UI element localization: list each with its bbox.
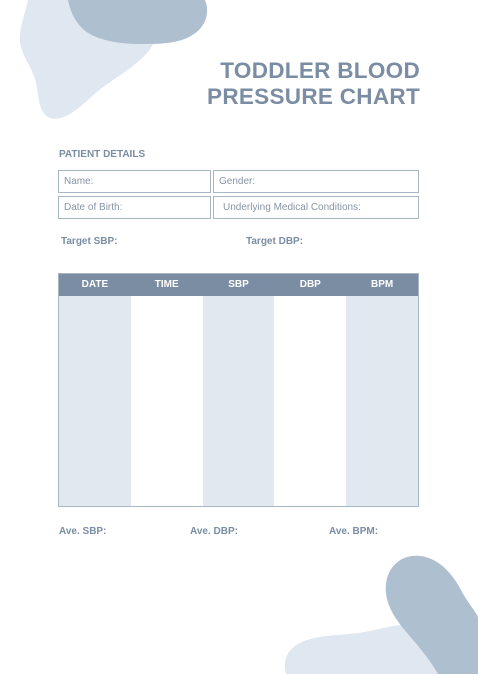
column-header-date: DATE: [81, 279, 109, 290]
gender-label: Gender:: [219, 176, 256, 187]
target-dbp-label: Target DBP:: [246, 236, 304, 247]
title-line-2: PRESSURE CHART: [207, 84, 420, 109]
name-field[interactable]: [58, 170, 211, 193]
column-header-bpm: BPM: [370, 279, 394, 290]
column-header-time: TIME: [154, 279, 179, 290]
decorative-blob-top: [0, 0, 215, 125]
average-sbp-label: Ave. SBP:: [59, 526, 107, 537]
name-label: Name:: [64, 176, 94, 187]
target-sbp-label: Target SBP:: [61, 236, 118, 247]
gender-field[interactable]: [213, 170, 419, 193]
time-column-cells[interactable]: [131, 296, 203, 506]
readings-table: [58, 273, 419, 507]
date-of-birth-label: Date of Birth:: [64, 202, 123, 213]
dbp-column-cells[interactable]: [274, 296, 346, 506]
decorative-blob-bottom: [280, 548, 478, 674]
average-bpm-label: Ave. BPM:: [329, 526, 379, 537]
date-column-cells[interactable]: [59, 296, 131, 506]
column-header-dbp: DBP: [299, 279, 321, 290]
table-header-row: [59, 274, 418, 296]
patient-details-heading: PATIENT DETAILS: [59, 149, 146, 160]
sbp-column-cells[interactable]: [203, 296, 275, 506]
page-title: [207, 58, 420, 110]
title-line-1: TODDLER BLOOD: [220, 58, 420, 83]
table-body: [59, 296, 418, 506]
average-dbp-label: Ave. DBP:: [190, 526, 238, 537]
medical-conditions-field[interactable]: [213, 196, 419, 219]
column-header-sbp: SBP: [228, 279, 249, 290]
bpm-column-cells[interactable]: [346, 296, 418, 506]
date-of-birth-field[interactable]: [58, 196, 211, 219]
medical-conditions-label: Underlying Medical Conditions:: [223, 202, 361, 213]
